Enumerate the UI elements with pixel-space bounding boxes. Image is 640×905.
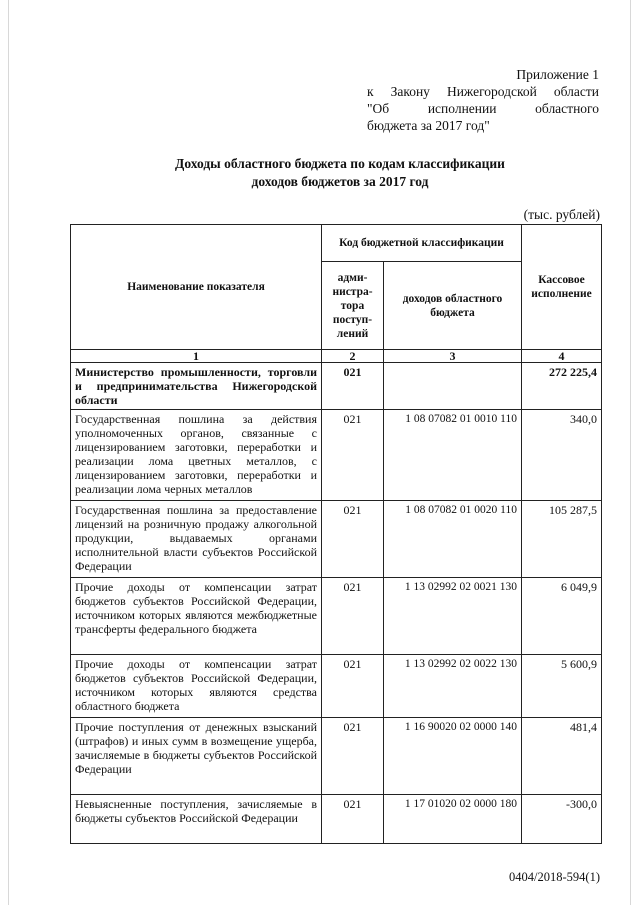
row-name: Прочие поступления от денежных взысканий (штрафов) и иных сумм в возмещение ущерба, зачисляемые в бюджеты субъектов Российской Федерации [71,718,322,795]
column-number: 1 [71,350,322,363]
table-row [71,718,602,795]
table-row [71,363,602,410]
column-number-row [71,350,602,363]
row-income-code: 1 13 02992 02 0021 130 [384,578,522,655]
row-admin-code: 021 [322,501,384,578]
row-name: Министерство промышленности, торговли и предпринимательства Нижегородской области [71,363,322,410]
row-income-code [384,363,522,410]
header-code-group: Код бюджетной классификации [322,225,522,262]
row-income-code: 1 08 07082 01 0010 110 [384,410,522,501]
header-admin: адми-нистра-тора поступ-лений [322,262,384,350]
row-name: Прочие доходы от компенсации затрат бюджетов субъектов Российской Федерации, источником которых являются межбюджетные трансферты федерального бюджета [71,578,322,655]
row-amount: 272 225,4 [522,363,602,410]
row-admin-code: 021 [322,363,384,410]
row-name: Государственная пошлина за предоставление лицензий на розничную продажу алкогольной продукции, выдаваемых органами исполнительной власти субъектов Российской Федерации [71,501,322,578]
table-row [71,795,602,844]
row-income-code: 1 13 02992 02 0022 130 [384,655,522,718]
header-name: Наименование показателя [71,225,322,350]
header-income: доходов областного бюджета [384,262,522,350]
row-income-code: 1 16 90020 02 0000 140 [384,718,522,795]
column-number: 2 [322,350,384,363]
row-name: Государственная пошлина за действия уполномоченных органов, связанные с лицензированием заготовки, переработки и реализации лома цветных металлов, с лицензированием заготовки, переработки и реализации лома черных металлов [71,410,322,501]
document-number: 0404/2018-594(1) [509,870,600,884]
appendix-line-1: Приложение 1 [516,67,599,82]
row-admin-code: 021 [322,795,384,844]
appendix-line-2: к Закону Нижегородской области [367,84,599,99]
header-cash: Кассовое исполнение [522,225,602,350]
table-row [71,578,602,655]
row-admin-code: 021 [322,655,384,718]
table-row [71,501,602,578]
row-admin-code: 021 [322,410,384,501]
income-table [70,224,602,844]
appendix-line-4: бюджета за 2017 год" [367,118,490,133]
row-amount: -300,0 [522,795,602,844]
row-admin-code: 021 [322,578,384,655]
row-name: Прочие доходы от компенсации затрат бюджетов субъектов Российской Федерации, источником которых являются средства областного бюджета [71,655,322,718]
row-income-code: 1 17 01020 02 0000 180 [384,795,522,844]
units-label: (тыс. рублей) [523,207,600,222]
table-row [71,655,602,718]
scan-edge-left [8,0,9,905]
column-number: 4 [522,350,602,363]
row-amount: 105 287,5 [522,501,602,578]
row-income-code: 1 08 07082 01 0020 110 [384,501,522,578]
document-title [70,155,610,191]
column-number: 3 [384,350,522,363]
row-amount: 340,0 [522,410,602,501]
row-amount: 481,4 [522,718,602,795]
table-row [71,410,602,501]
row-name: Невыясненные поступления, зачисляемые в бюджеты субъектов Российской Федерации [71,795,322,844]
row-amount: 6 049,9 [522,578,602,655]
appendix-line-3: "Об исполнении областного [367,101,599,116]
row-admin-code: 021 [322,718,384,795]
title-line-2: доходов бюджетов за 2017 год [251,174,429,189]
scan-edge-right [630,0,631,905]
appendix-block [367,66,599,134]
title-line-1: Доходы областного бюджета по кодам классификации [175,156,505,171]
row-amount: 5 600,9 [522,655,602,718]
